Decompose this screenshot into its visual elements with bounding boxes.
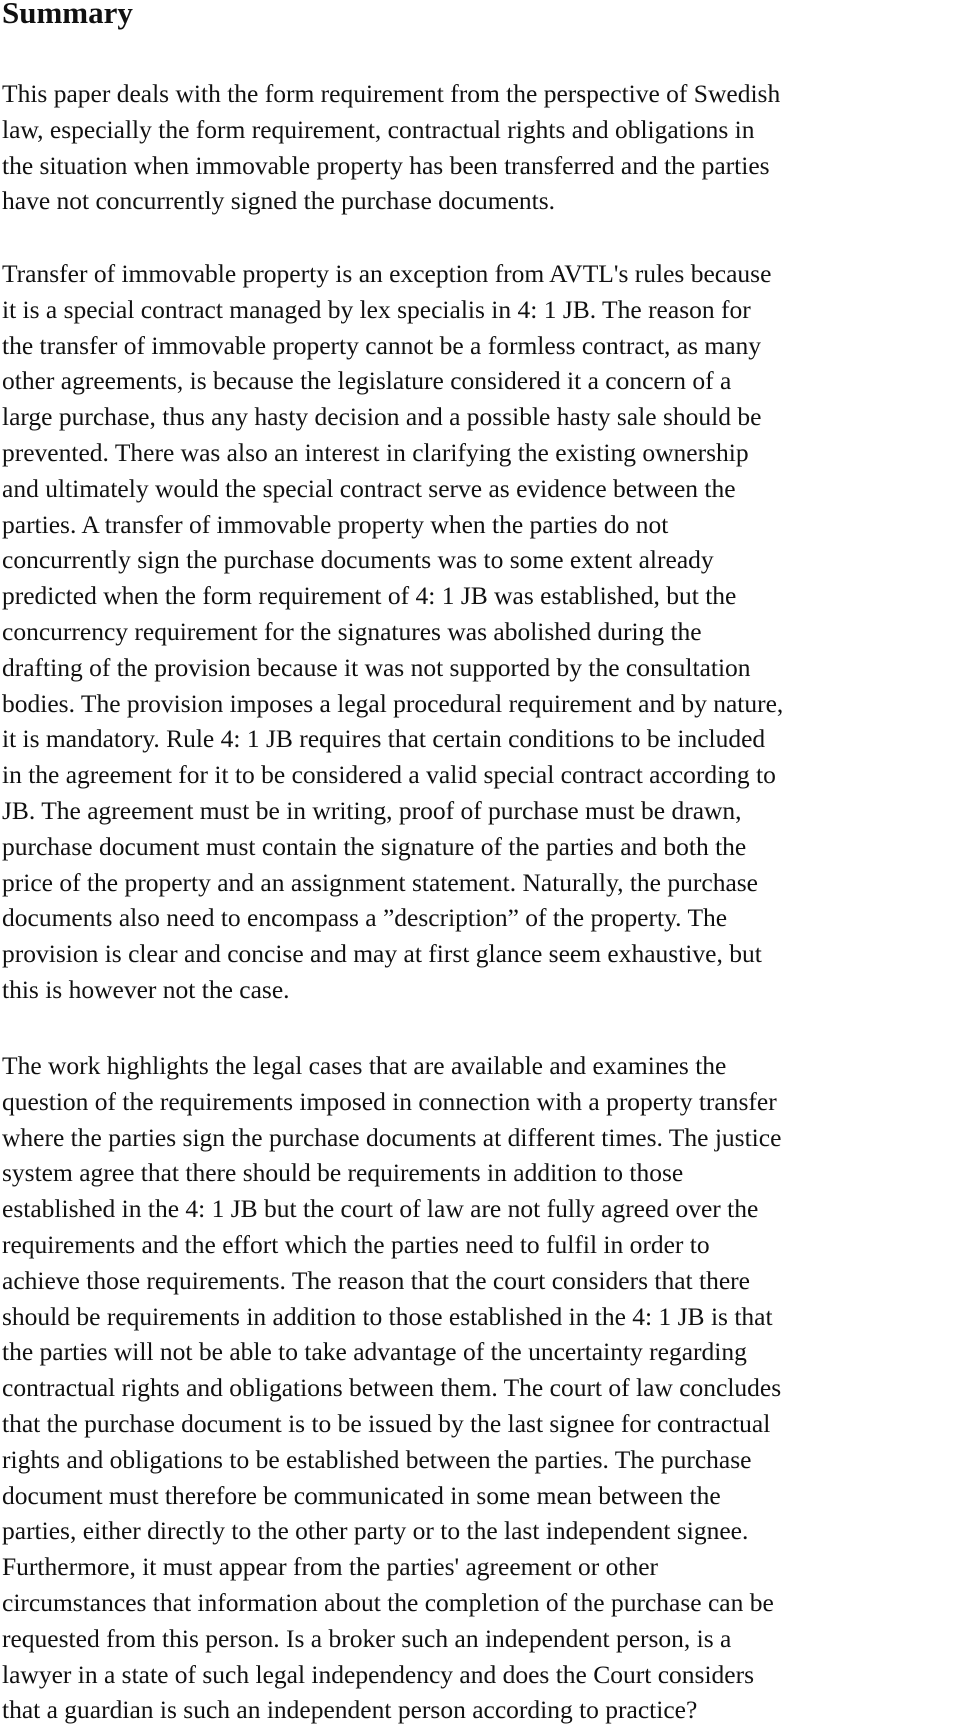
paragraph-line: law, especially the form requirement, contractual rights and obligations in [2,114,755,144]
paragraph-line: it is mandatory. Rule 4: 1 JB requires that certain conditions to be included [2,724,766,754]
paragraph-case-law [2,1048,954,1728]
page-title: Summary [2,0,133,30]
paragraph-line: large purchase, thus any hasty decision and a possible hasty sale should be [2,402,762,432]
paragraph-line: Transfer of immovable property is an exception from AVTL's rules because [2,259,772,288]
paragraph-line: requirements and the effort which the parties need to fulfil in order to [2,1229,710,1259]
paragraph-line: question of the requirements imposed in connection with a property transfer [2,1086,777,1116]
paragraph-line: have not concurrently signed the purchase documents. [2,186,556,216]
paragraph-line: parties, either directly to the other party or to the last independent signee. [2,1516,749,1546]
paragraph-line: concurrently sign the purchase documents was to some extent already [2,545,714,575]
paragraph-line: document must therefore be communicated in some mean between the [2,1480,721,1510]
paragraph-line: purchase document must contain the signature of the parties and both the [2,831,747,861]
paragraph-intro [2,76,954,219]
paragraph-line: concurrency requirement for the signatures was abolished during the [2,616,702,646]
paragraph-line: this is however not the case. [2,974,290,1004]
paragraph-line: and ultimately would the special contract serve as evidence between the [2,473,736,503]
paragraph-line: system agree that there should be requirements in addition to those [2,1158,684,1188]
paragraph-line: achieve those requirements. The reason that the court considers that there [2,1265,750,1295]
paragraph-line: The work highlights the legal cases that are available and examines the [2,1051,727,1080]
paragraph-line: established in the 4: 1 JB but the court of law are not fully agreed over the [2,1194,759,1224]
paragraph-line: This paper deals with the form requirement from the perspective of Swedish [2,79,781,108]
paragraph-line: that the purchase document is to be issued by the last signee for contractual [2,1408,771,1438]
paragraph-line: documents also need to encompass a ”description” of the property. The [2,903,728,933]
paragraph-line: Furthermore, it must appear from the parties' agreement or other [2,1552,659,1582]
paragraph-line: should be requirements in addition to those established in the 4: 1 JB is that [2,1301,773,1331]
paragraph-line: price of the property and an assignment statement. Naturally, the purchase [2,867,758,897]
paragraph-line: drafting of the provision because it was not supported by the consultation [2,652,751,682]
paragraph-line: JB. The agreement must be in writing, proof of purchase must be drawn, [2,795,742,825]
paragraph-line: the parties will not be able to take advantage of the uncertainty regarding [2,1337,747,1367]
paragraph-line: bodies. The provision imposes a legal procedural requirement and by nature, [2,688,784,718]
paragraph-line: predicted when the form requirement of 4: 1 JB was established, but the [2,581,737,611]
paragraph-line: contractual rights and obligations between them. The court of law concludes [2,1373,782,1403]
paragraph-line: it is a special contract managed by lex specialis in 4: 1 JB. The reason for [2,294,751,324]
paragraph-line: prevented. There was also an interest in clarifying the existing ownership [2,437,749,467]
paragraph-transfer-rules [2,256,954,1008]
paragraph-line: lawyer in a state of such legal independency and does the Court considers [2,1659,755,1689]
paragraph-line: requested from this person. Is a broker such an independent person, is a [2,1623,732,1653]
paragraph-line: that a guardian is such an independent person according to practice? [2,1695,698,1725]
paragraph-line: parties. A transfer of immovable property when the parties do not [2,509,669,539]
paragraph-line: in the agreement for it to be considered a valid special contract according to [2,760,776,790]
paragraph-line: where the parties sign the purchase documents at different times. The justice [2,1122,782,1152]
paragraph-line: circumstances that information about the completion of the purchase can be [2,1587,774,1617]
paragraph-line: the situation when immovable property has been transferred and the parties [2,150,770,180]
paragraph-line: other agreements, is because the legislature considered it a concern of a [2,366,732,396]
paragraph-line: provision is clear and concise and may at first glance seem exhaustive, but [2,939,762,969]
paragraph-line: rights and obligations to be established between the parties. The purchase [2,1444,752,1474]
paragraph-line: the transfer of immovable property cannot be a formless contract, as many [2,330,762,360]
